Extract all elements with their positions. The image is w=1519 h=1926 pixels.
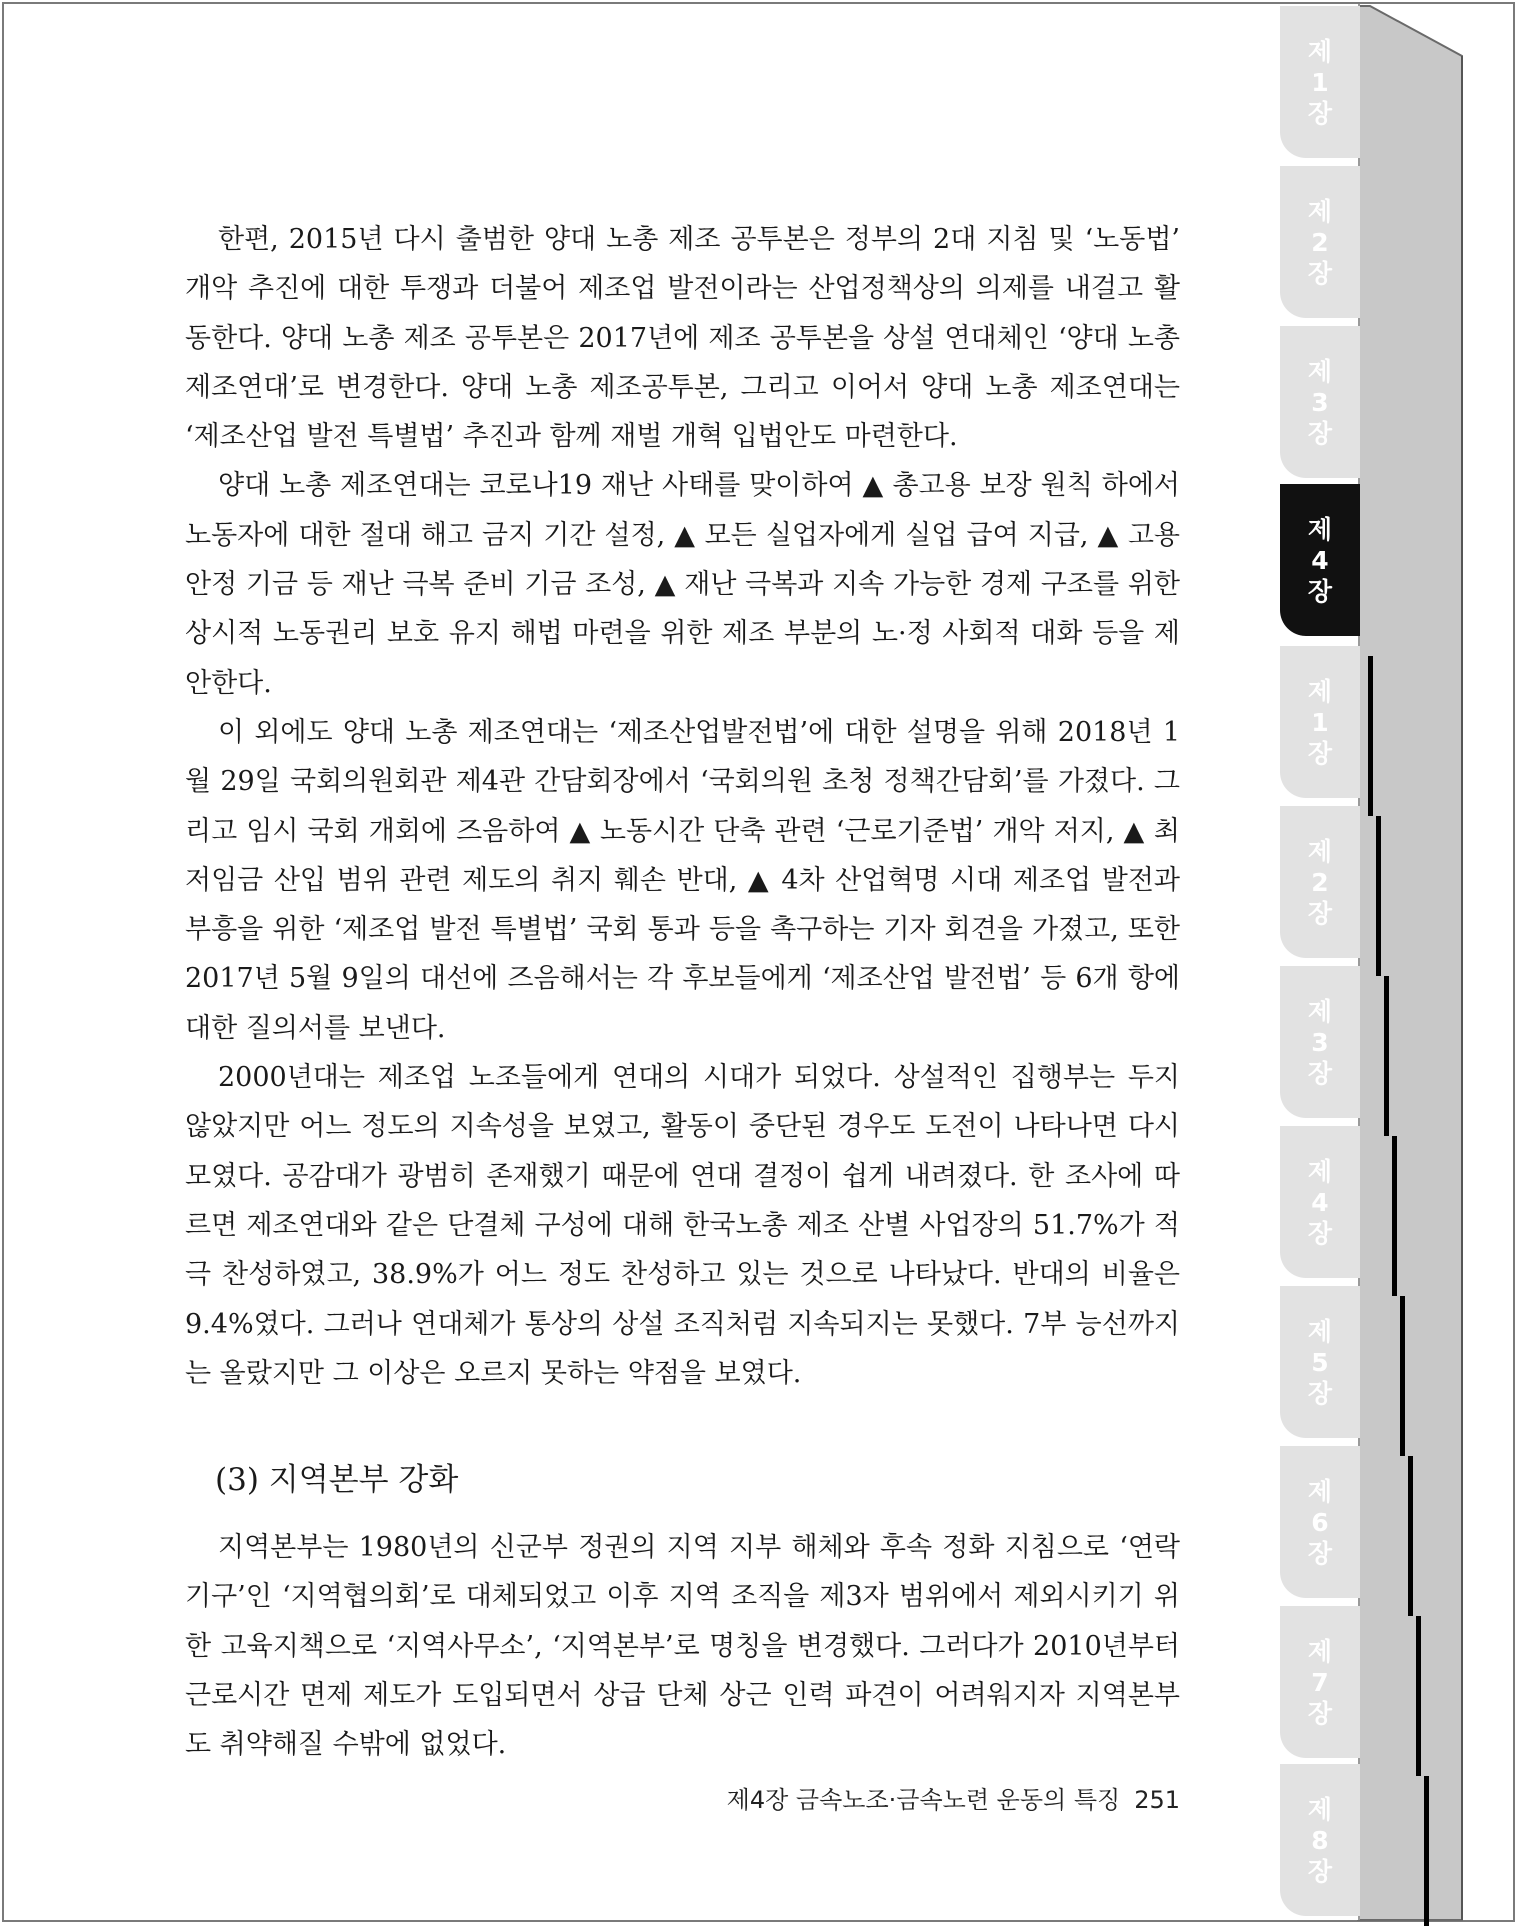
chapter-tab[interactable] [1280, 646, 1360, 798]
tab-number: 3 [1311, 387, 1329, 417]
tab-suffix: 장 [1307, 576, 1333, 606]
body-text [185, 215, 1180, 1770]
tab-prefix: 제 [1307, 1476, 1333, 1506]
chapter-tab[interactable] [1280, 6, 1360, 158]
tab-suffix: 장 [1307, 98, 1333, 128]
tab-suffix: 장 [1307, 1698, 1333, 1728]
thumb-marker [1376, 816, 1381, 976]
page-number: 251 [1134, 1786, 1180, 1814]
paragraph: 2000년대는 제조업 노조들에게 연대의 시대가 되었다. 상설적인 집행부는 두지 않았지만 어느 정도의 지속성을 보였고, 활동이 중단된 경우도 도전이 나타나면 다시 모였다. 공감대가 광범히 존재했기 때문에 연대 결정이 쉽게 내려졌다. 한 조사에 따르면 제조연대와 같은 단결체 구성에 대해 한국노총 제조 산별 사업장의 51.7%가 적극 찬성하였고, 38.9%가 어느 정도 찬성하고 있는 것으로 나타났다. 반대의 비율은 9.4%였다. 그러나 연대체가 통상의 상설 조직처럼 지속되지는 못했다. 7부 능선까지는 올랐지만 그 이상은 오르지 못하는 약점을 보였다. [185, 1062, 1180, 1389]
chapter-tab[interactable] [1280, 1126, 1360, 1278]
tab-suffix: 장 [1307, 258, 1333, 288]
tab-suffix: 장 [1307, 418, 1333, 448]
chapter-tab[interactable] [1280, 326, 1360, 478]
tab-suffix: 장 [1307, 1218, 1333, 1248]
thumb-marker [1392, 1136, 1397, 1296]
chapter-tab[interactable] [1280, 166, 1360, 318]
tab-suffix: 장 [1307, 1378, 1333, 1408]
page-footer [700, 1780, 1180, 1815]
tab-number: 4 [1311, 545, 1329, 575]
chapter-tab[interactable] [1280, 1606, 1360, 1758]
section-heading: (3) 지역본부 강화 [215, 1462, 459, 1499]
tab-prefix: 제 [1307, 196, 1333, 226]
paragraph: 양대 노총 제조연대는 코로나19 재난 사태를 맞이하여 ▲ 총고용 보장 원칙 하에서 노동자에 대한 절대 해고 금지 기간 설정, ▲ 모든 실업자에게 실업 급여 지급, ▲ 고용 안정 기금 등 재난 극복 준비 기금 조성, ▲ 재난 극복과 지속 가능한 경제 구조를 위한 상시적 노동권리 보호 유지 해법 마련을 위한 제조 부분의 노·정 사회적 대화 등을 제안한다. [185, 470, 1180, 699]
running-title: 제4장 금속노조·금속노련 운동의 특징 [726, 1786, 1121, 1814]
tab-number: 1 [1311, 707, 1329, 737]
tab-prefix: 제 [1307, 1636, 1333, 1666]
tab-number: 6 [1311, 1507, 1329, 1537]
tab-number: 3 [1311, 1027, 1329, 1057]
tab-prefix: 제 [1307, 1156, 1333, 1186]
tab-suffix: 장 [1307, 1856, 1333, 1886]
chapter-tab[interactable] [1280, 1446, 1360, 1598]
tab-suffix: 장 [1307, 898, 1333, 928]
chapter-tab[interactable] [1280, 966, 1360, 1118]
thumb-marker [1408, 1456, 1413, 1616]
tab-prefix: 제 [1307, 1316, 1333, 1346]
tab-prefix: 제 [1307, 356, 1333, 386]
tab-number: 5 [1311, 1347, 1329, 1377]
tab-prefix: 제 [1307, 836, 1333, 866]
paragraph: 이 외에도 양대 노총 제조연대는 ‘제조산업발전법’에 대한 설명을 위해 2018년 1월 29일 국회의원회관 제4관 간담회장에서 ‘국회의원 초청 정책간담회’를 가졌다. 그리고 임시 국회 개회에 즈음하여 ▲ 노동시간 단축 관련 ‘근로기준법’ 개악 저지, ▲ 최저임금 산입 범위 관련 제도의 취지 훼손 반대, ▲ 4차 산업혁명 시대 제조업 발전과 부흥을 위한 ‘제조업 발전 특별법’ 국회 통과 등을 촉구하는 기자 회견을 가졌고, 또한 2017년 5월 9일의 대선에 즈음해서는 각 후보들에게 ‘제조산업 발전법’ 등 6개 항에 대한 질의서를 보낸다. [185, 716, 1180, 1044]
thumb-marker [1416, 1616, 1421, 1776]
tab-suffix: 장 [1307, 1058, 1333, 1088]
tab-prefix: 제 [1307, 36, 1333, 66]
tab-prefix: 제 [1307, 996, 1333, 1026]
tab-prefix: 제 [1307, 1794, 1333, 1824]
chapter-tab[interactable] [1280, 806, 1360, 958]
chapter-tab[interactable] [1280, 1764, 1360, 1916]
chapter-tab-active[interactable] [1280, 484, 1360, 636]
thumb-marker [1368, 656, 1373, 816]
thumb-marker [1384, 976, 1389, 1136]
tab-suffix: 장 [1307, 1538, 1333, 1568]
tab-number: 7 [1311, 1667, 1329, 1697]
tab-prefix: 제 [1307, 676, 1333, 706]
chapter-tab[interactable] [1280, 1286, 1360, 1438]
tab-number: 4 [1311, 1187, 1329, 1217]
thumb-marker [1424, 1776, 1429, 1926]
tab-number: 2 [1311, 867, 1329, 897]
tab-number: 2 [1311, 227, 1329, 257]
tab-prefix: 제 [1307, 514, 1333, 544]
paragraph: 지역본부는 1980년의 신군부 정권의 지역 지부 해체와 후속 정화 지침으로 ‘연락기구’인 ‘지역협의회’로 대체되었고 이후 지역 조직을 제3자 범위에서 제외시키기 위한 고육지책으로 ‘지역사무소’, ‘지역본부’로 명칭을 변경했다. 그러다가 2010년부터 근로시간 면제 제도가 도입되면서 상급 단체 상근 인력 파견이 어려워지자 지역본부도 취약해질 수밖에 없었다. [185, 1532, 1180, 1761]
tab-suffix: 장 [1307, 738, 1333, 768]
tab-number: 1 [1311, 67, 1329, 97]
thumb-marker [1400, 1296, 1405, 1456]
tab-number: 8 [1311, 1825, 1329, 1855]
paragraph: 한편, 2015년 다시 출범한 양대 노총 제조 공투본은 정부의 2대 지침 및 ‘노동법’ 개악 추진에 대한 투쟁과 더불어 제조업 발전이라는 산업정책상의 의제를 내걸고 활동한다. 양대 노총 제조 공투본은 2017년에 제조 공투본을 상설 연대체인 ‘양대 노총 제조연대’로 변경한다. 양대 노총 제조공투본, 그리고 이어서 양대 노총 제조연대는 ‘제조산업 발전 특별법’ 추진과 함께 재벌 개혁 입법안도 마련한다. [185, 224, 1180, 453]
